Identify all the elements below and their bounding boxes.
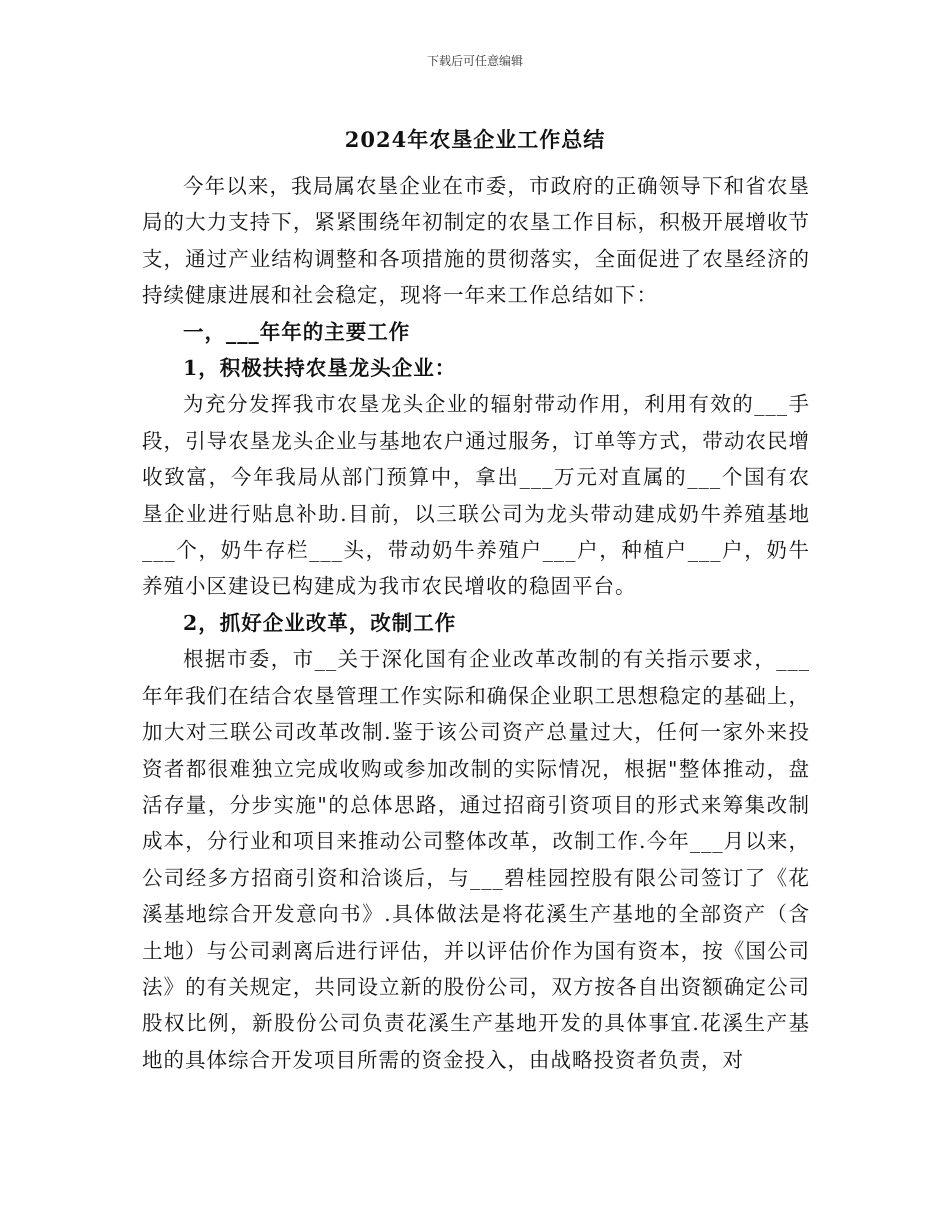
subsection-heading-2: 2，抓好企业改革，改制工作 xyxy=(183,610,457,635)
paragraph-1: 为充分发挥我市农垦龙头企业的辐射带动作用，利用有效的___手段，引导农垦龙头企业与基地农户通过服务，订单等方式，带动农民增收致富，今年我局从部门预算中，拿出___万元对直属的___个国有农垦企业进行贴息补助.目前，以三联公司为龙头带动建成奶牛养殖基地___个，奶牛存栏___头，带动奶牛养殖户___户，种植户___户，奶牛养殖小区建设已构建成为我市农民增收的稳固平台。 xyxy=(142,392,810,599)
paragraph-2: 根据市委，市__关于深化国有企业改革改制的有关指示要求，___年年我们在结合农垦管理工作实际和确保企业职工思想稳定的基础上，加大对三联公司改革改制.鉴于该公司资产总量过大，任何一家外来投资者都很难独立完成收购或参加改制的实际情况，根据"整体推动，盘活存量，分步实施"的总体思路，通过招商引资项目的形式来筹集改制成本，分行业和项目来推动公司整体改革，改制工作.今年___月以来，公司经多方招商引资和洽谈后，与___碧桂园控股有限公司签订了《花溪基地综合开发意向书》.具体做法是将花溪生产基地的全部资产（含土地）与公司剥离后进行评估，并以评估价作为国有资本，按《国公司法》的有关规定，共同设立新的股份公司，双方按各自出资额确定公司股权比例，新股份公司负责花溪生产基地开发的具体事宜.花溪生产基地的具体综合开发项目所需的资金投入，由战略投资者负责，对 xyxy=(142,647,810,1072)
paragraph-intro: 今年以来，我局属农垦企业在市委，市政府的正确领导下和省农垦局的大力支持下，紧紧围绕年初制定的农垦工作目标，积极开展增收节支，通过产业结构调整和各项措施的贯彻落实，全面促进了农垦经济的持续健康进展和社会稳定，现将一年来工作总结如下： xyxy=(142,174,810,308)
document-title: 2024年农垦企业工作总结 xyxy=(344,127,606,152)
subsection-heading-1: 1，积极扶持农垦龙头企业： xyxy=(183,356,457,381)
header-note: 下载后可任意编辑 xyxy=(426,54,523,68)
section-heading-1: 一，___年年的主要工作 xyxy=(183,319,411,344)
document-body xyxy=(142,168,810,1078)
